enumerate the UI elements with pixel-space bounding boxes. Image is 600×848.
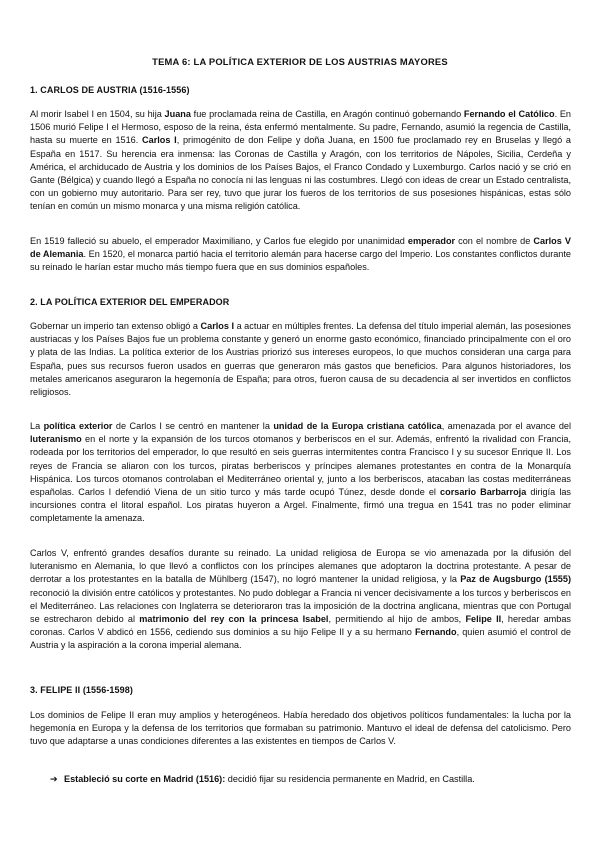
- section-2-paragraph-1: Gobernar un imperio tan extenso obligó a Carlos I a actuar en múltiples frentes. La defensa del título imperial alemán, las posesiones austriacas y los Países Bajos fue un problema constante y generó un enorme gasto económico, financiado principalmente con el oro y plata de las Indias. La política exterior de los Austrias priorizó sus intereses europeos, lo que muchos consideran una carga para España, pues sus recursos fueron usados en guerras que generaron más gastos que beneficios. Para algunos historiadores, los metales americanos aseguraron la hegemonía de España; para otros, fueron causa de su decadencia al ser invertidos en conflictos religiosos.: [30, 321, 571, 398]
- section-1-heading: 1. CARLOS DE AUSTRIA (1516-1556): [30, 85, 190, 95]
- page-title: TEMA 6: LA POLÍTICA EXTERIOR DE LOS AUSTRIAS MAYORES: [152, 56, 448, 67]
- section-1-paragraph-1: Al morir Isabel I en 1504, su hija Juana fue proclamada reina de Castilla, en Aragón continuó gobernando Fernando el Católico. En 1506 murió Felipe I el Hermoso, esposo de la reina, ésta enfermó mentalmente. Su padre, Fernando, asumió la regencia de Castilla, hasta su muerte en 1516. Carlos I, primogénito de don Felipe y doña Juana, en 1500 fue proclamado rey en Bruselas y llegó a España en 1517. Su herencia era inmensa: las Coronas de Castilla y Aragón, con los territorios de Nápoles, Sicilia, Cerdeña y América, el archiducado de Austria y los dominios de los Países Bajos, el Franco Condado y Luxemburgo. Carlos nació y se crió en Gante (Bélgica) y cuando llegó a España no conocía ni las lenguas ni las costumbres. Llegó con ideas de crear un Estado centralista, con un gobierno muy autoritario. Para ser rey, tuvo que jurar los fueros de los territorios de sus posesiones hispánicas, estas sólo tenían en común un mismo monarca y una misma religión católica.: [30, 109, 572, 212]
- section-2-paragraph-2: La política exterior de Carlos I se centró en mantener la unidad de la Europa cristiana católica, amenazada por el avance del luteranismo en el norte y la expansión de los turcos otomanos y berberiscos en el sur. Además, enfrentó la rivalidad con Francia, rodeada por los territorios del emperador, lo que resultó en seis guerras intermitentes contra Francisco I y su sucesor Enrique II. Los reyes de Francia se aliaron con los turcos, piratas berberiscos y príncipes alemanes protestantes en contra de la Monarquía Hispánica. Los turcos otomanos controlaban el Mediterráneo oriental y, junto a los berberiscos, atacaban las costas mediterráneas españolas. Carlos I defendió Viena de un sitio turco y más tarde ocupó Túnez, desde donde el corsario Barbarroja dirigía las incursiones contra el litoral español. Los piratas huyeron a Argel. Finalmente, firmó una tregua en 1541 tras no poder eliminar completamente la amenaza.: [30, 421, 572, 524]
- section-3-heading: 3. FELIPE II (1556-1598): [30, 685, 133, 695]
- bullet-item: ➔ Estableció su corte en Madrid (1516): decidió fijar su residencia permanente en Madrid, en Castilla.: [50, 773, 570, 786]
- section-2-heading: 2. LA POLÍTICA EXTERIOR DEL EMPERADOR: [30, 297, 230, 307]
- section-2-paragraph-3: Carlos V, enfrentó grandes desafíos durante su reinado. La unidad religiosa de Europa se vio amenazada por la difusión del luteranismo en Alemania, lo que llevó a conflictos con los príncipes alemanes que adoptaron la doctrina protestante. A pesar de derrotar a los protestantes en la batalla de Mühlberg (1547), no logró mantener la unidad religiosa, y la Paz de Augsburgo (1555) reconoció la división entre católicos y protestantes. No pudo doblegar a Francia ni vencer decisivamente a los turcos y berberiscos en el Mediterráneo. Las relaciones con Inglaterra se deterioraron tras la imposición de la doctrina anglicana, mientras que con Portugal se estrecharon debido al matrimonio del rey con la princesa Isabel, permitiendo al hijo de ambos, Felipe II, heredar ambas coronas. Carlos V abdicó en 1556, cediendo sus dominios a su hijo Felipe II y a su hermano Fernando, quien asumió el control de Austria y la aspiración a la corona imperial alemana.: [30, 548, 571, 651]
- section-1-paragraph-2: En 1519 falleció su abuelo, el emperador Maximiliano, y Carlos fue elegido por unanimidad emperador con el nombre de Carlos V de Alemania. En 1520, el monarca partió hacia el territorio alemán para hacerse cargo del Imperio. Los constantes conflictos durante su reinado le harían estar mucho más tiempo fuera que en sus dominios españoles.: [30, 236, 571, 273]
- section-3-paragraph-1: Los dominios de Felipe II eran muy amplios y heterogéneos. Había heredado dos objetivos políticos fundamentales: la lucha por la hegemonía en Europa y la defensa de los territorios que formaban su patrimonio. Mantuvo el ideal de defensa del catolicismo. Pero tuvo que adaptarse a unas condiciones diferentes a las existentes en tiempos de Carlos V.: [30, 710, 571, 747]
- arrow-icon: ➔: [50, 774, 58, 784]
